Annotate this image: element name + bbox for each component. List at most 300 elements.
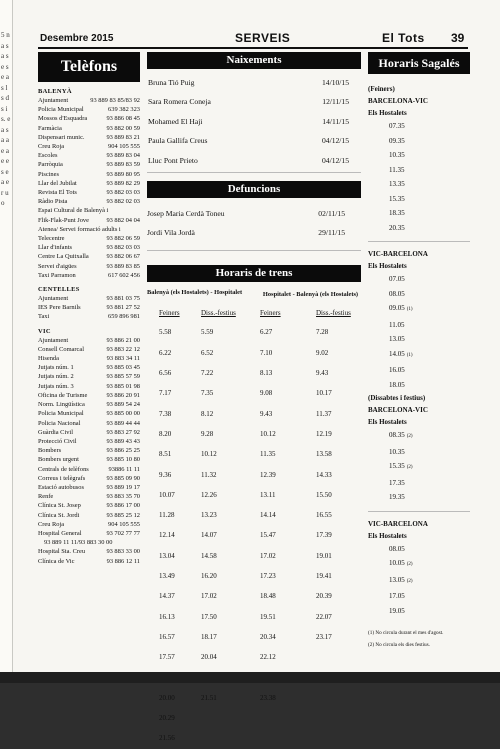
phone-entry-number: 93 889 43 43 — [106, 437, 140, 445]
bus-departure — [368, 148, 470, 163]
person-name: Lluc Pont Prieto — [148, 155, 198, 165]
bus-route: BARCELONA-VIC — [368, 406, 428, 414]
phone-entry-number: 93 883 35 70 — [106, 493, 140, 501]
phone-entry-name: Flik-Flak-Punt Jove — [38, 216, 89, 224]
phone-entry-number: 904 105 555 — [108, 520, 140, 528]
phones-column — [38, 52, 140, 566]
bus-departure-time: 11.05 — [389, 320, 405, 329]
departure-time: 17.23 — [260, 572, 276, 581]
bus-route: VIC-BARCELONA — [368, 519, 428, 528]
phone-entry-name: Llar del Jubilat — [38, 179, 77, 187]
phone-entry-number: 93 889 19 17 — [106, 483, 140, 491]
civil-registry-and-trains-column — [147, 52, 361, 749]
bus-departure-time: 10.35 — [389, 447, 405, 456]
bus-departure — [368, 192, 470, 207]
departure-time: 14.58 — [201, 551, 217, 560]
departure-time — [316, 688, 361, 708]
weekdays-heading: Feiners — [260, 309, 281, 318]
bus-departure-note: (2) — [406, 562, 413, 567]
timetable-row — [147, 525, 361, 545]
departure-time: 17.57 — [159, 653, 175, 662]
phone-entry-number: 93 889 80 95 — [106, 170, 140, 178]
bus-stop: Els Hostalets — [368, 531, 407, 540]
bus-departure-note: (1) — [406, 352, 413, 358]
departure-time: 16.20 — [201, 572, 217, 581]
departure-time: 14.07 — [201, 531, 217, 540]
departure-time: 15.50 — [316, 490, 332, 499]
phone-entry-number: 93 889 44 44 — [106, 419, 140, 427]
phone-entry-name: Clínica de Vic — [38, 557, 75, 565]
bus-day-type: (Feiners) — [368, 85, 395, 93]
bus-departure-time: 08.05 — [389, 289, 405, 298]
phone-entry-name: Bombers urgent — [38, 456, 79, 464]
person-name: Mohamed El Haji — [148, 116, 203, 126]
bus-departure-time: 09.05 — [389, 304, 405, 312]
phone-entry-number: 93 885 00 00 — [106, 410, 140, 418]
phone-entry — [38, 206, 140, 215]
phone-entry — [38, 114, 140, 123]
bus-route: BARCELONA-VIC — [368, 97, 428, 105]
timetable-row — [147, 627, 361, 647]
bus-footnotes — [368, 628, 470, 651]
phone-entry-name: Clínica St. Jordi — [38, 511, 80, 519]
phone-entry-name: Farmàcia — [38, 124, 62, 132]
departure-time: 17.39 — [316, 531, 332, 540]
person-name: Jordi Vila Jordà — [147, 227, 195, 237]
departure-time: 8.12 — [201, 409, 214, 418]
phone-entry — [38, 520, 140, 529]
births-title: Naixements — [147, 52, 361, 69]
bus-departure-time: 10.05 — [389, 559, 405, 567]
bus-departure-note: (2) — [406, 578, 413, 584]
departure-time: 19.01 — [316, 551, 332, 560]
bus-departure — [368, 119, 470, 134]
phone-entry-name: Ràdio Pista — [38, 198, 68, 206]
departure-time: 6.27 — [260, 328, 273, 337]
timetable-row — [147, 424, 361, 444]
bus-departure — [368, 604, 470, 619]
departure-time: 16.13 — [159, 612, 175, 621]
phone-entry-name: Hospital General — [38, 529, 82, 537]
departure-time: 14.37 — [159, 592, 175, 601]
departure-time: 9.28 — [201, 429, 214, 438]
bus-departure — [368, 445, 470, 460]
phone-entry — [38, 225, 140, 234]
departure-time — [316, 708, 361, 728]
departure-time: 6.22 — [159, 348, 172, 357]
phone-entry — [38, 557, 140, 566]
phone-entry-number: 93 885 09 90 — [106, 474, 140, 482]
deaths-list — [147, 204, 361, 242]
phone-entry-number: 93 882 06 67 — [106, 253, 140, 261]
phone-entry-number: 639 382 323 — [108, 106, 140, 114]
departure-time: 9.43 — [316, 369, 329, 378]
phone-entry — [38, 151, 140, 160]
phone-entry-number: 93 889 83 21 — [106, 133, 140, 141]
phone-entry-number: 93 883 34 11 — [106, 355, 140, 363]
divider — [147, 250, 361, 251]
event-date: 04/12/15 — [321, 136, 349, 146]
phone-entry — [38, 142, 140, 151]
departure-time: 23.38 — [260, 693, 276, 702]
phone-entry — [38, 336, 140, 345]
bus-stop: Els Hostalets — [368, 418, 407, 426]
departure-time: 12.14 — [159, 531, 175, 540]
departure-time: 20.34 — [260, 632, 276, 641]
bus-departure-time: 07.35 — [389, 122, 405, 130]
phone-entry-name: IES Pere Barnils — [38, 304, 81, 312]
phone-entry-number: 93 883 22 12 — [106, 345, 140, 353]
phone-entry-name: Policia Municipal — [38, 106, 84, 114]
divider — [368, 241, 470, 242]
phone-entry — [38, 492, 140, 501]
bus-departure — [368, 589, 470, 604]
previous-page-edge — [0, 0, 13, 683]
departure-time: 13.23 — [201, 511, 217, 520]
bus-departure-time: 13.35 — [389, 180, 405, 188]
bus-departure-time: 18.35 — [389, 209, 405, 217]
bus-departure-time: 16.05 — [389, 366, 405, 374]
phone-entry — [38, 391, 140, 400]
phone-entry-name: Parròquia — [38, 161, 63, 169]
bus-departure-time: 15.35 — [389, 462, 405, 470]
bus-departure-note: (2) — [406, 465, 413, 470]
phone-entry — [38, 446, 140, 455]
departure-time: 7.35 — [201, 389, 214, 398]
birth-entry — [147, 112, 361, 131]
bus-departure-time: 18.05 — [389, 380, 405, 389]
bus-departure-time: 07.05 — [389, 275, 405, 283]
departure-time: 18.17 — [201, 632, 217, 641]
timetable-row — [147, 607, 361, 627]
event-date: 12/11/15 — [322, 97, 349, 107]
birth-entry — [147, 151, 361, 170]
bus-column — [368, 52, 470, 651]
bus-day-type: (Dissabtes i festius) — [368, 394, 426, 402]
departure-time — [201, 728, 260, 748]
route-outbound-heading: Balenyà (els Hostalets) - Hospitalet — [147, 288, 243, 296]
phone-entry-name: Policia Nacional — [38, 419, 81, 427]
bus-departure — [368, 347, 470, 364]
holidays-heading: Diss.-festius — [201, 309, 236, 318]
phone-entry — [38, 179, 140, 188]
person-name: Bruna Tió Puig — [148, 78, 195, 87]
phone-entry-name: Mossos d'Esquadra — [38, 115, 88, 123]
timetable-row — [147, 688, 361, 708]
departure-time: 9.08 — [260, 389, 273, 398]
route-return-heading: Hospitalet - Balenyà (els Hostalets) — [262, 290, 359, 298]
phone-entry-name: Llar d'infants — [38, 244, 72, 252]
phone-entry — [38, 160, 140, 169]
phone-entry-number: 93 886 21 00 — [106, 336, 140, 344]
bus-departure — [368, 287, 470, 302]
train-timetable — [147, 322, 361, 748]
phone-entry — [38, 437, 140, 446]
divider — [368, 511, 470, 512]
event-date: 02/11/15 — [318, 208, 345, 218]
departure-time: 10.17 — [316, 389, 332, 398]
bus-departure — [368, 428, 470, 445]
departure-time: 22.07 — [316, 612, 332, 621]
departure-time: 5.59 — [201, 328, 214, 337]
phone-entry-name: Centrals de telèfons — [38, 465, 89, 473]
phone-entry-number: 93 886 25 25 — [106, 447, 140, 455]
phone-entry-name: Dispensari munic. — [38, 133, 85, 141]
bus-departure-time: 09.35 — [389, 136, 405, 145]
departure-time — [260, 728, 316, 748]
phone-entry — [38, 243, 140, 252]
bus-timetables — [368, 83, 470, 618]
phone-entry-name: Taxi — [38, 313, 50, 321]
phone-entry-number: 93 885 03 45 — [106, 364, 140, 372]
phone-entry — [38, 501, 140, 510]
phone-entry — [38, 216, 140, 225]
event-date: 04/12/15 — [321, 155, 349, 165]
bus-departure-time: 14.05 — [389, 349, 405, 358]
departure-time: 8.20 — [159, 429, 172, 438]
bus-departure — [368, 134, 470, 149]
phone-entry — [38, 234, 140, 243]
phone-entry-number: 93 881 03 75 — [106, 295, 140, 303]
phones-title: Telèfons — [38, 52, 140, 82]
births-list — [147, 73, 361, 170]
departure-time: 10.12 — [260, 429, 276, 438]
timetable-row — [147, 647, 361, 667]
scan-bottom-edge — [0, 672, 500, 683]
phone-entry — [38, 105, 140, 114]
timetable-row — [147, 505, 361, 525]
phone-entry — [38, 170, 140, 179]
phone-entry-name: Jutjats núm. 2 — [38, 373, 74, 381]
header-section: SERVEIS — [235, 31, 291, 45]
bus-departure — [368, 163, 470, 178]
phone-entry-name: Hisenda — [38, 355, 59, 363]
departure-time: 19.41 — [316, 572, 332, 581]
departure-time: 20.04 — [201, 653, 217, 662]
departure-time — [316, 728, 361, 748]
bus-departure — [368, 332, 470, 347]
phones-list — [38, 88, 140, 566]
train-column-headings — [147, 309, 361, 317]
bus-departure-time: 15.35 — [389, 194, 405, 203]
bus-departure-time: 11.35 — [389, 165, 405, 174]
phone-entry-name: Centre La Quitxalla — [38, 253, 89, 261]
phone-entry-name: Espai Cultural de Balenyà i — [38, 207, 109, 215]
train-route-headings — [147, 289, 361, 302]
timetable-row — [147, 404, 361, 424]
phone-entry-number: 93 883 33 00 — [106, 548, 140, 556]
timetable-row — [147, 383, 361, 403]
phone-entry — [38, 465, 140, 474]
phone-entry-number: 93 882 02 03 — [106, 198, 140, 206]
phone-entry-number: 93 889 82 29 — [106, 179, 140, 187]
person-name: Sara Romera Coneja — [148, 97, 211, 107]
phone-section-heading: BALENYÀ — [38, 88, 72, 95]
phone-entry-name: Estació autobusos — [38, 483, 84, 491]
departure-time: 7.22 — [201, 369, 214, 378]
phone-entry-name: Bombers — [38, 447, 62, 455]
timetable-row — [147, 566, 361, 586]
bus-departure-note: (2) — [406, 434, 413, 439]
timetable-row — [147, 465, 361, 485]
phone-entry — [38, 262, 140, 271]
phone-entry-number: 93 882 03 03 — [106, 189, 140, 197]
departure-time — [260, 708, 316, 728]
phone-entry-name: Renfe — [38, 493, 54, 501]
bus-departure — [368, 301, 470, 318]
phone-entry-name: Atenea/ Servei formació adults i — [38, 225, 121, 233]
phone-entry-extra-numbers: 93 889 11 11/93 883 30 00 — [44, 539, 113, 547]
departure-time: 11.37 — [316, 409, 332, 418]
phone-entry-number: 904 105 555 — [108, 143, 140, 151]
departure-time: 20.29 — [159, 714, 175, 723]
bus-departure — [368, 318, 470, 333]
person-name: Paula Gallifa Creus — [148, 136, 208, 146]
phone-entry-number: 93 885 01 98 — [106, 382, 140, 390]
phone-entry-number: 93 882 04 04 — [106, 216, 140, 224]
bus-footnote: (1) No circula durant el mes d'agost. — [368, 630, 444, 636]
phone-entry-number: 93 889 83 85 — [106, 262, 140, 270]
phone-entry — [38, 133, 140, 142]
phone-entry-name: Guàrdia Civil — [38, 428, 73, 436]
departure-time: 7.38 — [159, 409, 172, 418]
bus-departure-time: 17.35 — [389, 478, 405, 487]
departure-time: 20.39 — [316, 592, 332, 601]
timetable-row — [147, 708, 361, 728]
holidays-heading: Diss.-festius — [316, 309, 351, 318]
departure-time: 13.58 — [316, 450, 332, 459]
phone-entry-number: 93 886 12 11 — [106, 557, 140, 565]
header-page-number: 39 — [451, 31, 465, 45]
phone-entry-name: Telecentre — [38, 235, 65, 243]
phone-entry-name: Hospital Sta. Creu — [38, 548, 86, 556]
phone-entry-name: Ajuntament — [38, 97, 69, 104]
departure-time: 11.35 — [260, 450, 276, 459]
departure-time: 6.56 — [159, 369, 172, 378]
departure-time: 23.17 — [316, 632, 332, 641]
phone-entry — [38, 294, 140, 303]
departure-time: 16.55 — [316, 511, 332, 520]
phone-entry — [38, 96, 140, 105]
phone-entry-name: Creu Roja — [38, 520, 65, 528]
phone-entry-number: 93886 11 11 — [108, 465, 140, 473]
departure-time: 19.51 — [260, 612, 276, 621]
departure-time: 16.57 — [159, 632, 175, 641]
timetable-row — [147, 546, 361, 566]
phone-entry — [38, 188, 140, 197]
departure-time: 11.28 — [159, 511, 175, 520]
phone-entry — [38, 354, 140, 363]
phone-entry — [38, 363, 140, 372]
phone-entry-number: 93 885 10 80 — [106, 456, 140, 464]
phone-entry — [38, 547, 140, 556]
phone-entry — [38, 409, 140, 418]
phone-entry — [38, 419, 140, 428]
departure-time — [316, 647, 361, 667]
phone-section-heading: VIC — [38, 327, 51, 335]
bus-departure — [368, 206, 470, 221]
departure-time: 7.17 — [159, 389, 172, 398]
phone-entry-number: 93 885 25 12 — [106, 511, 140, 519]
departure-time: 9.43 — [260, 409, 273, 418]
phone-entry-name: Piscines — [38, 170, 59, 178]
phone-entry-number: 93 881 27 52 — [106, 304, 140, 312]
bus-departure-time: 08.05 — [389, 544, 405, 553]
departure-time: 13.04 — [159, 551, 175, 560]
birth-entry — [147, 73, 361, 92]
phone-entry-name: Escoles — [38, 152, 58, 160]
departure-time: 12.26 — [201, 490, 217, 499]
bus-departure — [368, 476, 470, 491]
page-header — [40, 33, 480, 47]
departure-time: 18.48 — [260, 592, 276, 601]
timetable-row — [147, 485, 361, 505]
phone-entry — [38, 483, 140, 492]
phone-entry — [38, 345, 140, 354]
departure-time: 14.14 — [260, 511, 276, 520]
departure-time: 7.28 — [316, 328, 329, 337]
departure-time: 17.02 — [260, 551, 276, 560]
event-date: 14/11/15 — [322, 116, 349, 126]
header-magazine: El Tots — [382, 31, 425, 45]
header-rule — [38, 47, 468, 49]
bus-stop: Els Hostalets — [368, 262, 407, 270]
bus-route: VIC-BARCELONA — [368, 250, 428, 258]
departure-time: 17.50 — [201, 612, 217, 621]
departure-time: 17.02 — [201, 592, 217, 601]
phone-entry — [38, 372, 140, 381]
phone-entry-name: Policia Municipal — [38, 410, 84, 418]
person-name: Josep Maria Cerdà Toneu — [147, 208, 225, 218]
phone-entry — [38, 455, 140, 464]
bus-departure — [368, 378, 470, 393]
timetable-row — [147, 728, 361, 748]
phone-entry-name: Servei d'aigües — [38, 262, 77, 270]
bus-departure — [368, 573, 470, 590]
phone-entry-number: 93 889 83 59 — [106, 161, 140, 169]
departure-time: 9.02 — [316, 348, 329, 357]
bus-departure — [368, 490, 470, 505]
phone-entry-name: Jutjats núm. 1 — [38, 364, 74, 372]
timetable-row — [147, 444, 361, 464]
phone-entry-name: Norm. Lingüística — [38, 401, 85, 409]
phone-entry-name: Ajuntament — [38, 336, 69, 344]
departure-time: 10.12 — [201, 450, 217, 459]
bus-departure — [368, 272, 470, 287]
departure-time — [201, 708, 260, 728]
timetable-row — [147, 343, 361, 363]
phone-entry-name: Jutjats núm. 3 — [38, 382, 74, 390]
timetable-row — [147, 363, 361, 383]
bus-departure-time: 19.35 — [389, 493, 405, 501]
phone-entry-number: 93 889 83 04 — [106, 152, 140, 160]
bus-title: Horaris Sagalés — [368, 52, 470, 74]
departure-time: 13.49 — [159, 572, 175, 581]
bus-departure-time: 20.35 — [389, 223, 405, 232]
phone-entry — [38, 271, 140, 280]
phone-entry-name: Taxi Parramon — [38, 271, 76, 279]
departure-time: 11.32 — [201, 470, 217, 479]
timetable-row — [147, 322, 361, 342]
bus-departure — [368, 221, 470, 236]
phone-section-heading: CENTELLES — [38, 286, 80, 294]
phone-entry-number: 93 702 77 77 — [106, 529, 140, 537]
phone-entry — [38, 511, 140, 520]
bus-departure — [368, 542, 470, 557]
birth-entry — [147, 92, 361, 111]
departure-time: 20.00 — [159, 693, 175, 702]
phone-entry-number: 93 886 08 45 — [106, 115, 140, 123]
